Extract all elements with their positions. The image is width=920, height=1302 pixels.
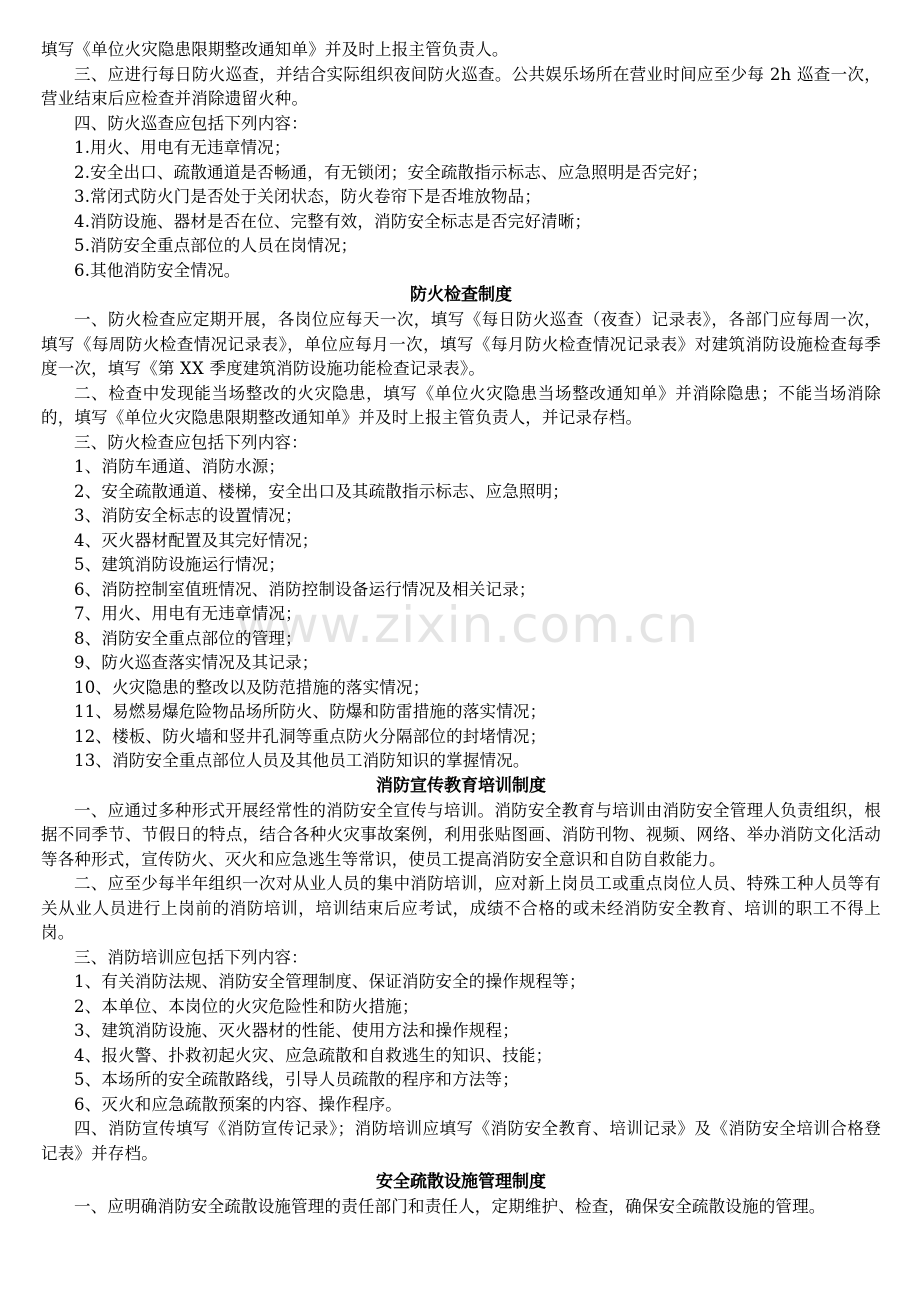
paragraph: 三、防火检查应包括下列内容： [74,432,308,452]
section-patrol-continued [41,38,881,283]
section-heading: 安全疏散设施管理制度 [376,1172,546,1192]
section-heading: 消防宣传教育培训制度 [376,775,546,796]
list-item: 13、消防安全重点部位人员及其他员工消防知识的掌握情况。 [74,751,530,770]
paragraph: 四、防火巡查应包括下列内容： [74,113,308,133]
list-item: 10、火灾隐患的整改以及防范措施的落实情况； [74,677,430,697]
list-item: 4、报火警、扑救初起火灾、应急疏散和自救逃生的知识、技能； [74,1045,553,1065]
section-fire-inspection [41,283,881,774]
list-item: 1、消防车通道、消防水源； [74,457,286,476]
list-item: 7、用火、用电有无违章情况； [74,604,302,623]
list-item: 1.用火、用电有无违章情况； [74,138,291,157]
paragraph: 一、防火检查应定期开展，各岗位应每天一次，填写《每日防火巡查（夜查）记录表》，各部门应每周一次，填写《每周防火检查情况记录表》，单位应每月一次，填写《每月防火检查情况记录表》对建筑消防设施检查每季度一次，填写《第 XX 季度建筑消防设施功能检查记录表》。 [41,310,881,378]
list-item: 1、有关消防法规、消防安全管理制度、保证消防安全的操作规程等； [74,972,586,991]
list-item: 2.安全出口、疏散通道是否畅通，有无锁闭；安全疏散指示标志、应急照明是否完好； [74,162,709,182]
paragraph: 三、消防培训应包括下列内容： [74,947,308,967]
paragraph: 四、消防宣传填写《消防宣传记录》；消防培训应填写《消防安全教育、培训记录》及《消防安全培训合格登记表》并存档。 [41,1119,881,1163]
list-item: 5.消防安全重点部位的人员在岗情况； [74,236,358,255]
section-heading: 防火检查制度 [410,285,512,305]
list-item: 5、建筑消防设施运行情况； [74,555,286,574]
list-item: 3、消防安全标志的设置情况； [74,506,302,525]
paragraph: 三、应进行每日防火巡查，并结合实际组织夜间防火巡查。公共娱乐场所在营业时间应至少每 2h 巡查一次，营业结束后应检查并消除遗留火种。 [41,64,881,108]
list-item: 3.常闭式防火门是否处于关闭状态，防火卷帘下是否堆放物品； [74,187,542,206]
paragraph: 一、应明确消防安全疏散设施管理的责任部门和责任人，定期维护、检查，确保安全疏散设施的管理。 [74,1197,826,1216]
list-item: 4、灭火器材配置及其完好情况； [74,530,319,550]
paragraph: 二、检查中发现能当场整改的火灾隐患，填写《单位火灾隐患当场整改通知单》并消除隐患；不能当场消除的，填写《单位火灾隐患限期整改通知单》并及时上报主管负责人，并记录存档。 [41,383,881,427]
section-training [41,774,881,1167]
list-item: 3、建筑消防设施、灭火器材的性能、使用方法和操作规程； [74,1021,519,1040]
list-item: 6、灭火和应急疏散预案的内容、操作程序。 [74,1094,402,1114]
watermark-text: www.zixin.com.cn [236,596,700,654]
paragraph: 二、应至少每半年组织一次对从业人员的集中消防培训，应对新上岗员工或重点岗位人员、特殊工种人员等有关从业人员进行上岗前的消防培训，培训结束后应考试，成绩不合格的或未经消防安全教育、培训的职工不得上岗。 [41,874,881,942]
list-item: 2、安全疏散通道、楼梯，安全出口及其疏散指示标志、应急照明； [74,481,569,501]
paragraph: 一、应通过多种形式开展经常性的消防安全宣传与培训。消防安全教育与培训由消防安全管理人负责组织，根据不同季节、节假日的特点，结合各种火灾事故案例，利用张贴图画、消防刊物、视频、网络、举办消防文化活动等各种形式，宣传防火、灭火和应急逃生等常识，使员工提高消防安全意识和自防自救能力。 [41,800,881,869]
paragraph: 填写《单位火灾隐患限期整改通知单》并及时上报主管负责人。 [41,40,509,59]
list-item: 4.消防设施、器材是否在位、完整有效，消防安全标志是否完好清晰； [74,211,592,231]
list-item: 6、消防控制室值班情况、消防控制设备运行情况及相关记录； [74,579,536,599]
section-evacuation [41,1170,881,1220]
list-item: 8、消防安全重点部位的管理； [74,628,302,648]
list-item: 2、本单位、本岗位的火灾危险性和防火措施； [74,996,419,1016]
list-item: 9、防火巡查落实情况及其记录； [74,653,319,672]
list-item: 12、楼板、防火墙和竖井孔洞等重点防火分隔部位的封堵情况； [74,726,547,746]
list-item: 11、易燃易爆危险物品场所防火、防爆和防雷措施的落实情况； [74,702,547,721]
list-item: 5、本场所的安全疏散路线，引导人员疏散的程序和方法等； [74,1070,519,1089]
list-item: 6.其他消防安全情况。 [74,260,241,280]
